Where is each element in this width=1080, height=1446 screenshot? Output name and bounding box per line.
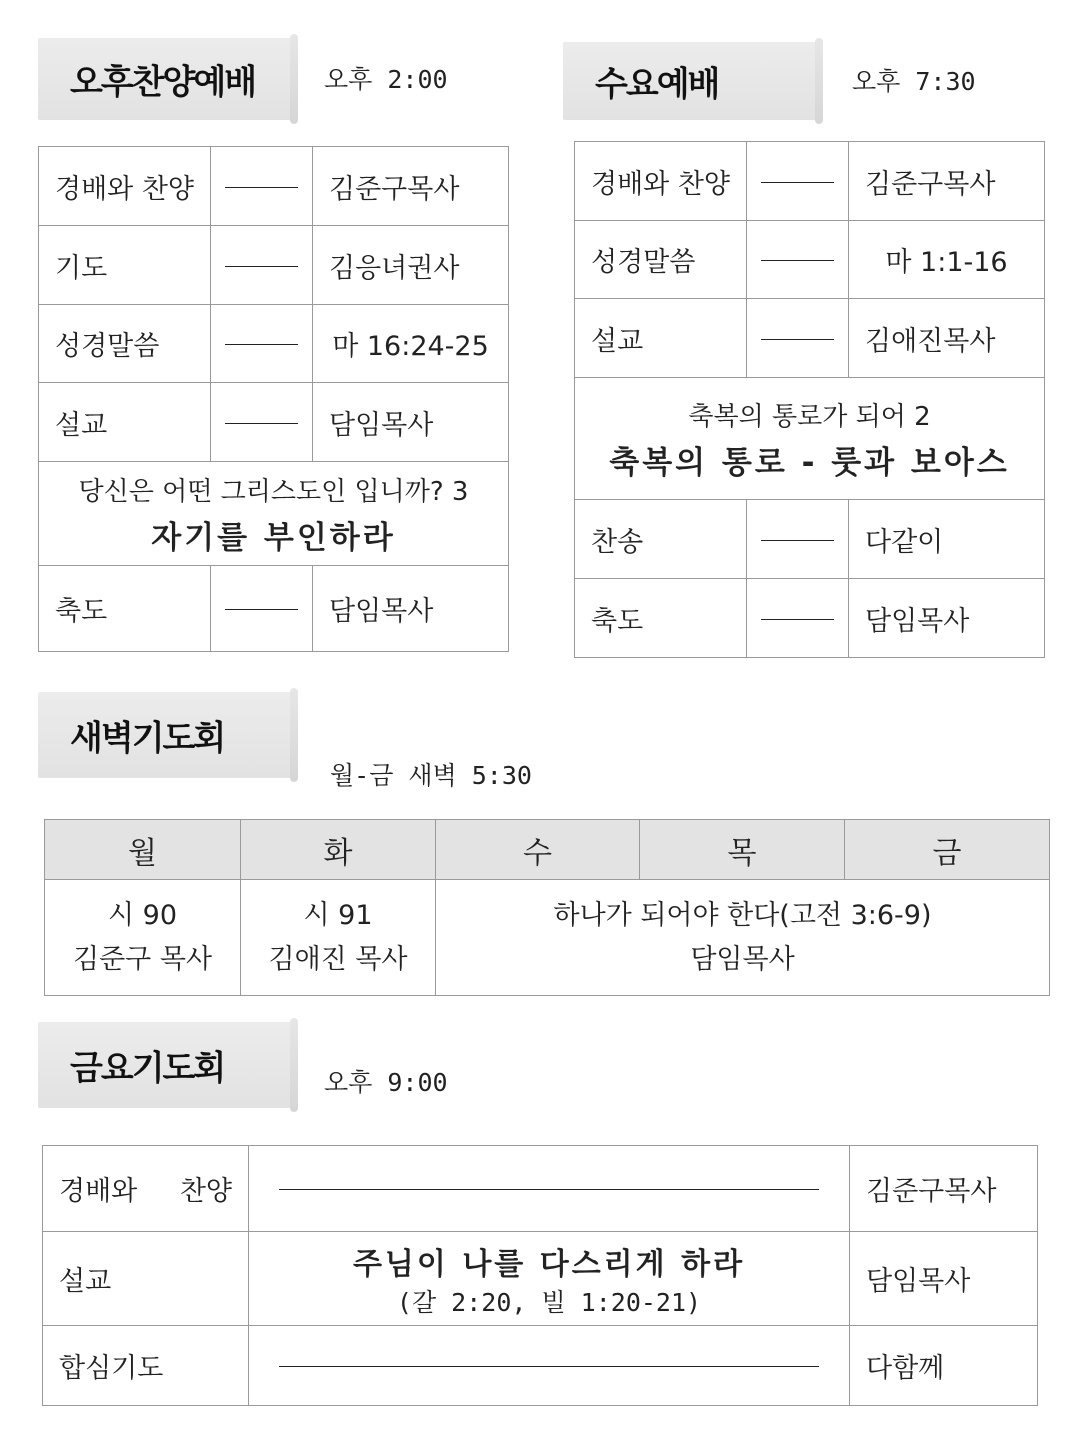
sermon-row (575, 378, 1045, 500)
order-leader: 담임목사 (313, 383, 509, 462)
order-row (39, 566, 509, 652)
section-header-wednesday (563, 42, 819, 120)
order-item: 설교 (43, 1232, 249, 1326)
order-row (43, 1326, 1038, 1406)
section-title: 수요예배 (595, 64, 719, 105)
order-item: 기도 (39, 226, 211, 305)
day-header-row (45, 820, 1050, 880)
order-row (39, 383, 509, 462)
order-row (575, 500, 1045, 579)
dash-separator (747, 142, 849, 221)
leader: 담임목사 (690, 943, 795, 975)
dash-separator (211, 566, 313, 652)
section-header-friday (38, 1022, 294, 1108)
friday-order-table (42, 1145, 1038, 1406)
dawn-content-row (45, 880, 1050, 996)
wednesday-order-table (574, 141, 1045, 658)
day-header: 목 (640, 820, 845, 880)
dash-separator (747, 221, 849, 299)
sunday-afternoon-order-table (38, 146, 509, 652)
section-header-dawn (38, 692, 294, 778)
order-leader: 다같이 (849, 500, 1045, 579)
section-title: 새벽기도회 (70, 718, 225, 759)
sermon-series: 축복의 통로가 되어 2 (688, 401, 931, 432)
order-row (575, 221, 1045, 299)
sermon-cell (39, 462, 509, 566)
leader: 김준구 목사 (73, 943, 212, 975)
order-leader: 마 1:1-16 (849, 221, 1045, 299)
order-item: 축도 (39, 566, 211, 652)
order-item: 성경말씀 (39, 305, 211, 383)
order-leader: 김준구목사 (313, 147, 509, 226)
order-row (575, 142, 1045, 221)
dash-separator (249, 1326, 850, 1406)
order-item: 축도 (575, 579, 747, 658)
order-row (39, 305, 509, 383)
order-row (39, 226, 509, 305)
order-leader: 김애진목사 (849, 299, 1045, 378)
order-leader: 담임목사 (313, 566, 509, 652)
day-cell-mon (45, 880, 241, 996)
order-item: 설교 (39, 383, 211, 462)
order-item: 경배와 찬양 (575, 142, 747, 221)
scripture: 시 90 (107, 899, 178, 931)
service-time: 월-금 새벽 5:30 (330, 761, 532, 790)
sermon-title: 자기를 부인하라 (151, 519, 396, 556)
dash-separator (211, 305, 313, 383)
sermon-cell (249, 1232, 850, 1326)
day-cell-wed-fri (436, 880, 1050, 996)
order-item: 경배와 찬양 (39, 147, 211, 226)
section-title: 금요기도회 (70, 1048, 225, 1089)
service-time: 오후 7:30 (852, 67, 976, 96)
sermon-reference: (갈 2:20, 빌 1:20-21) (396, 1287, 702, 1317)
order-row (39, 147, 509, 226)
section-title: 오후찬양예배 (70, 62, 256, 103)
order-item: 경배와 찬양 (43, 1146, 249, 1232)
dash-separator (211, 383, 313, 462)
day-header: 수 (436, 820, 640, 880)
sermon-title: 축복의 통로 - 룻과 보아스 (609, 444, 1010, 481)
order-leader: 김응녀권사 (313, 226, 509, 305)
dash-separator (747, 299, 849, 378)
order-leader: 마 16:24-25 (313, 305, 509, 383)
sermon-cell (575, 378, 1045, 500)
order-row (575, 579, 1045, 658)
section-header-sunday-afternoon (38, 38, 294, 120)
sermon-series: 당신은 어떤 그리스도인 입니까? 3 (78, 476, 469, 507)
day-header: 월 (45, 820, 241, 880)
dash-separator (211, 147, 313, 226)
scripture: 하나가 되어야 한다(고전 3:6-9) (553, 899, 932, 931)
dawn-prayer-table (44, 819, 1050, 996)
sermon-row (39, 462, 509, 566)
dash-separator (211, 226, 313, 305)
order-leader: 담임목사 (850, 1232, 1038, 1326)
order-row (43, 1146, 1038, 1232)
leader: 김애진 목사 (268, 943, 408, 975)
service-time: 오후 9:00 (324, 1068, 448, 1097)
dash-separator (747, 579, 849, 658)
order-item: 성경말씀 (575, 221, 747, 299)
order-item: 찬송 (575, 500, 747, 579)
order-leader: 김준구목사 (849, 142, 1045, 221)
order-leader: 다함께 (850, 1326, 1038, 1406)
sermon-row (43, 1232, 1038, 1326)
order-leader: 담임목사 (849, 579, 1045, 658)
day-header: 금 (845, 820, 1050, 880)
order-row (575, 299, 1045, 378)
day-header: 화 (241, 820, 436, 880)
day-cell-tue (241, 880, 436, 996)
order-item: 합심기도 (43, 1326, 249, 1406)
order-leader: 김준구목사 (850, 1146, 1038, 1232)
dash-separator (747, 500, 849, 579)
sermon-title: 주님이 나를 다스리게 하라 (352, 1246, 746, 1282)
service-time: 오후 2:00 (324, 65, 448, 94)
order-item: 설교 (575, 299, 747, 378)
scripture: 시 91 (303, 899, 373, 931)
dash-separator (249, 1146, 850, 1232)
